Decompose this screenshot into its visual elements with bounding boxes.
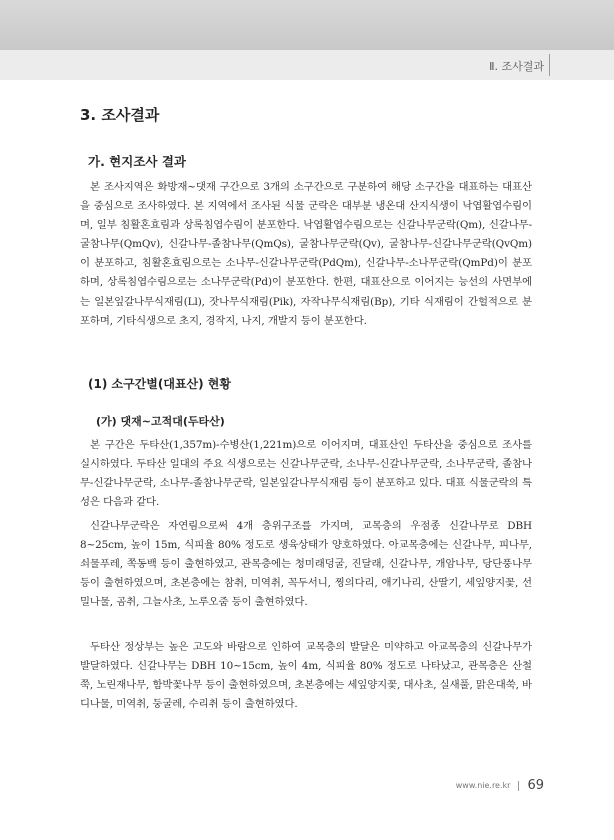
subsection-title: 가. 현지조사 결과 — [88, 154, 186, 169]
body-paragraph: 본 조사지역은 화방재~댓재 구간으로 3개의 소구간으로 구분하여 해당 소구간을 대표하는 대표산을 중심으로 조사하였다. 본 지역에서 조사된 식물 군락은 대부분 냉온대 산지식생이 낙엽활엽수림이며, 일부 침활혼효림과 상록침엽수림이 분포한다. 낙엽활엽수림으로는 신갈나무군락(Qm), 신갈나무-굴참나무(QmQv), 신갈나무-졸참나무(QmQs), 굴참나무군락(Qv), 굴참나무-신갈나무군락(QvQm)이 분포하고, 침활혼효림으로는 소나무-신갈나무군락(PdQm), 신갈나무-소나무군락(QmPd)이 분포하며, 상록침엽수림으로는 소나무군락(Pd)이 분포한다. 한편, 대표산으로 이어지는 능선의 사면부에는 일본잎갈나무식재림(Ll), 잣나무식재림(Pik), 자작나무식재림(Bp), 기타 식재림이 간헐적으로 분포하며, 기타식생으로 초지, 경작지, 나지, 개발지 등이 분포한다. — [80, 181, 532, 327]
body-paragraph: 두타산 정상부는 높은 고도와 바람으로 인하여 교목층의 발달은 미약하고 아교목층의 신갈나무가 발달하였다. 신갈나무는 DBH 10~15cm, 높이 4m, 식피율 80% 정도로 나타났고, 관목층은 산철쭉, 노린재나무, 함박꽃나무 등이 출현하였으며, 초본층에는 세잎양지꽃, 대사초, 실새풀, 맑은대쑥, 바디나물, 미역취, 둥굴레, 수리취 등이 출현하였다. — [80, 641, 532, 711]
footer-divider — [518, 781, 519, 791]
page-footer — [456, 778, 544, 793]
running-header — [0, 50, 614, 80]
header-divider — [549, 54, 550, 76]
subsubsection-title: (1) 소구간별(대표산) 현황 — [88, 377, 231, 391]
page-number: 69 — [527, 778, 544, 793]
running-title: Ⅱ. 조사결과 — [489, 60, 544, 73]
body-paragraph: 본 구간은 두타산(1,357m)-수병산(1,221m)으로 이어지며, 대표산인 두타산을 중심으로 조사를 실시하였다. 두타산 일대의 주요 식생으로는 신갈나무군락, 소나무-신갈나무군락, 소나무군락, 졸참나무-신갈나무군락, 소나무-졸참나무군락, 일본잎갈나무식재림 등이 분포하고 있다. 대표 식물군락의 특성은 다음과 같다. — [80, 439, 532, 509]
footer-url[interactable]: www.nie.re.kr — [455, 781, 511, 790]
top-band — [0, 0, 614, 50]
subsubsubsection-title: (가) 댓재~고적대(두타산) — [96, 415, 225, 428]
section-title: 3. 조사결과 — [80, 106, 160, 124]
body-paragraph: 신갈나무군락은 자연림으로써 4개 층위구조를 가지며, 교목층의 우점종 신갈나무로 DBH 8~25cm, 높이 15m, 식피율 80% 정도로 생육상태가 양호하였다. 아교목층에는 신갈나무, 피나무, 쇠물푸레, 쪽동백 등이 출현하였고, 관목층에는 청미래덩굴, 진달래, 신갈나무, 개암나무, 당단풍나무 등이 출현하였으며, 초본층에는 참취, 미역취, 꼭두서니, 찡의다리, 애기나리, 산딸기, 세잎양지꽃, 선밀나물, 곰취, 그늘사초, 노루오줌 등이 출현하였다. — [80, 520, 532, 609]
